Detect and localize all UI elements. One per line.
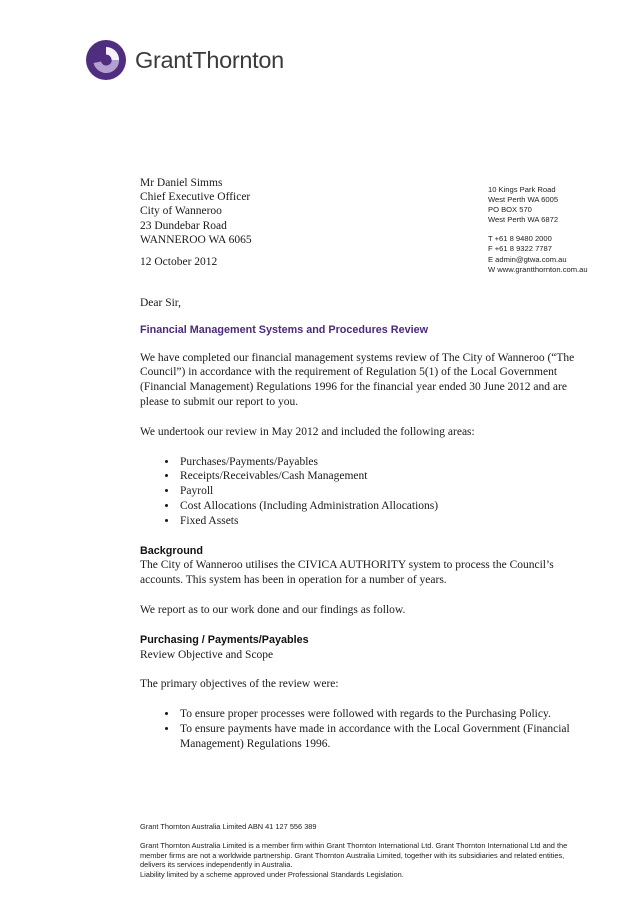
list-item: • Payroll — [178, 484, 580, 499]
office-web[interactable]: W www.grantthornton.com.au — [488, 264, 588, 274]
footer-abn: Grant Thornton Australia Limited ABN 41 127 556 389 — [140, 822, 317, 831]
letter-body — [140, 296, 580, 767]
addressee-line: Chief Executive Officer — [140, 191, 251, 204]
purchasing-heading: Purchasing / Payments/Payables — [140, 633, 309, 646]
objectives-intro: The primary objectives of the review were: — [140, 678, 339, 691]
office-address-line: 10 Kings Park Road — [488, 185, 556, 194]
list-item: • To ensure proper processes were followed with regards to the Purchasing Policy. — [178, 707, 580, 722]
background-paragraph: The City of Wanneroo utilises the CIVICA AUTHORITY system to process the Council’s accounts. This system has been in operation for a number of years. — [140, 559, 554, 587]
office-details — [488, 185, 588, 275]
list-item: • Fixed Assets — [178, 514, 580, 529]
grant-thornton-logo — [86, 40, 284, 80]
addressee-line: WANNEROO WA 6065 — [140, 233, 252, 246]
logo-wordmark: GrantThornton — [135, 46, 284, 73]
letter-date: 12 October 2012 — [140, 256, 218, 268]
purchasing-subheading: Review Objective and Scope — [140, 648, 274, 661]
salutation: Dear Sir, — [140, 297, 182, 309]
office-fax: F +61 8 9322 7787 — [488, 244, 552, 254]
office-phone: T +61 8 9480 2000 — [488, 234, 552, 244]
report-paragraph: We report as to our work done and our findings as follow. — [140, 603, 406, 616]
intro-paragraph: We have completed our financial management systems review of The City of Wanneroo (“The Council”) in accordance with the requirement of Regulation 5(1) of the Local Government (Financial Management) Regulations 1996 for the financial year ended 30 June 2012 and are please to submit our report to you. — [140, 351, 575, 408]
list-item: • Purchases/Payments/Payables — [178, 455, 580, 470]
addressee-line: 23 Dundebar Road — [140, 219, 227, 232]
areas-list — [140, 455, 580, 529]
footer — [140, 822, 590, 880]
office-address-line: West Perth WA 6872 — [488, 215, 559, 225]
list-item: • Receipts/Receivables/Cash Management — [178, 469, 580, 484]
footer-disclaimer: Grant Thornton Australia Limited is a member firm within Grant Thornton International Ltd. Grant Thornton International Ltd and the member firms are not a worldwide partnership. Grant Thornton Australia Limited, together with its subsidiaries and related entities, delivers its services independently in Australia. — [140, 840, 568, 870]
background-heading: Background — [140, 544, 203, 557]
addressee-block — [140, 176, 252, 247]
office-address-line: PO BOX 570 — [488, 205, 532, 215]
addressee-line: Mr Daniel Simms — [140, 177, 223, 189]
subject-heading: Financial Management Systems and Procedures Review — [140, 323, 429, 336]
addressee-line: City of Wanneroo — [140, 205, 222, 218]
footer-liability: Liability limited by a scheme approved under Professional Standards Legislation. — [140, 870, 404, 880]
grant-thornton-swirl-icon — [86, 40, 126, 80]
office-address-line: West Perth WA 6005 — [488, 195, 559, 205]
office-email[interactable]: E admin@gtwa.com.au — [488, 254, 567, 264]
areas-intro: We undertook our review in May 2012 and included the following areas: — [140, 425, 475, 438]
objectives-list — [140, 707, 580, 751]
list-item: • To ensure payments have made in accordance with the Local Government (Financial Management) Regulations 1996. — [178, 722, 580, 752]
list-item: • Cost Allocations (Including Administration Allocations) — [178, 499, 580, 514]
